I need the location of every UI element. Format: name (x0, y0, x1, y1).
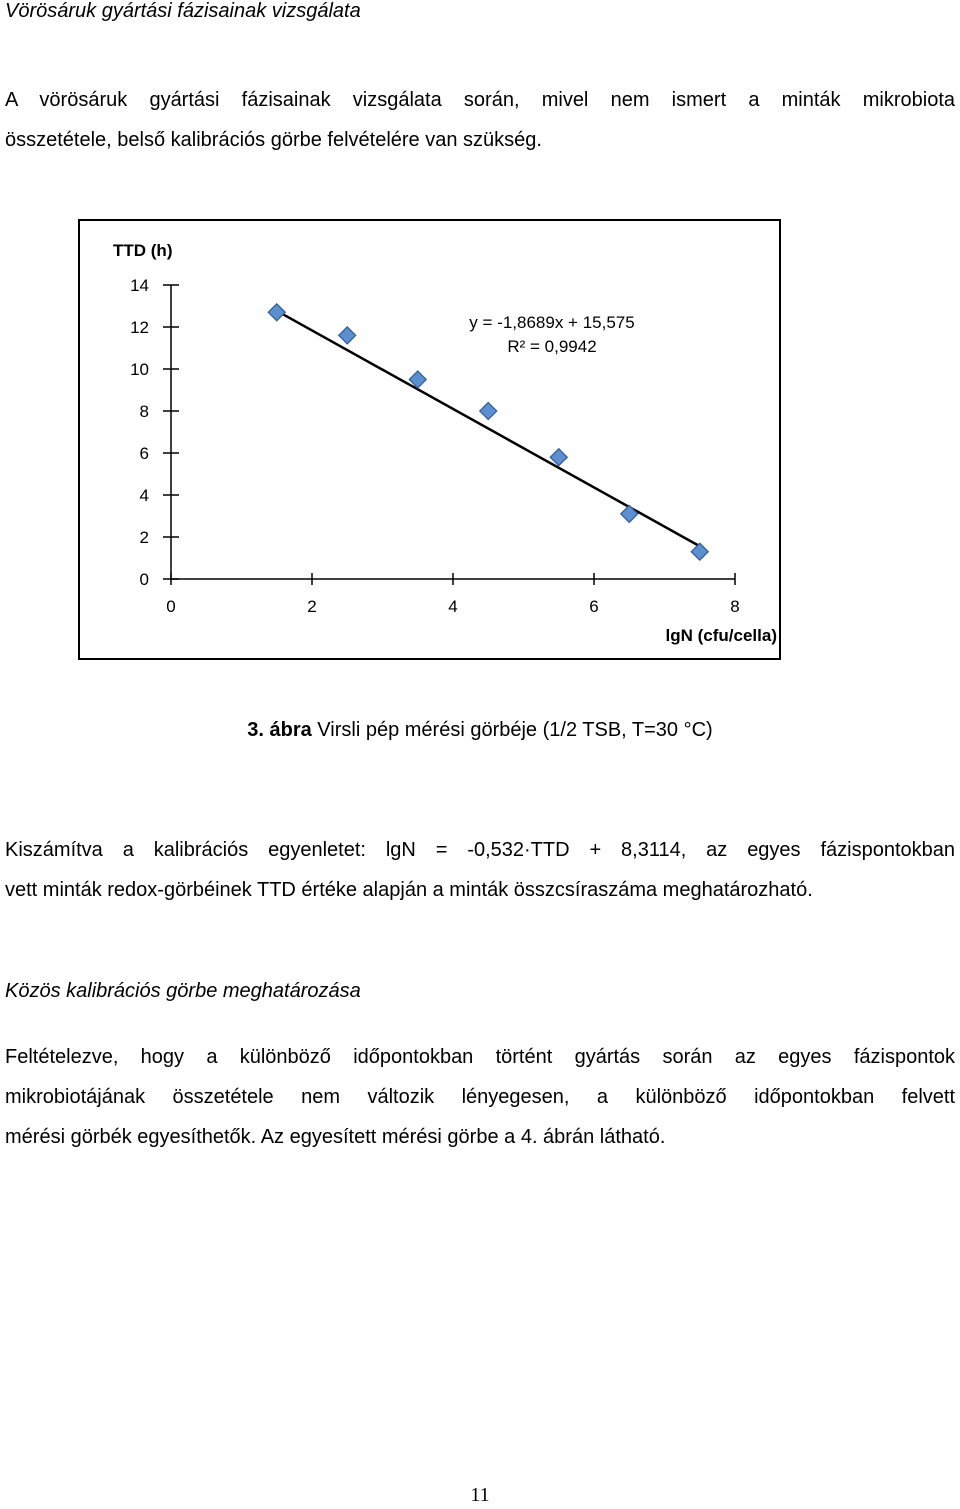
figure-number: 3. ábra (247, 719, 312, 741)
trendline (277, 311, 700, 546)
data-point (621, 505, 638, 522)
section-heading: Vörösáruk gyártási fázisainak vizsgálata (5, 0, 361, 22)
data-point (480, 403, 497, 420)
figure-caption-text: Virsli pép mérési görbéje (1/2 TSB, T=30 °C) (311, 719, 713, 741)
x-tick-label: 8 (730, 597, 740, 616)
y-tick-label: 8 (139, 402, 149, 421)
calibration-line-1: Kiszámítva a kalibrációs egyenletet: lgN = -0,532·TTD + 8,3114, az egyes fázispontokban (5, 839, 955, 861)
trendline-r-squared: R² = 0,9942 (507, 337, 597, 356)
chart-svg (80, 221, 779, 658)
y-tick-label: 2 (139, 528, 149, 547)
page-number: 11 (470, 1484, 490, 1506)
calibration-chart (78, 219, 781, 660)
section-heading-2: Közös kalibrációs görbe meghatározása (5, 980, 361, 1002)
combined-line-2: mikrobiotájának összetétele nem változik lényegesen, a különböző időpontokban felvett (5, 1086, 955, 1108)
intro-line-2: összetétele, belső kalibrációs görbe felvételére van szükség. (5, 129, 542, 151)
calibration-line-2: vett minták redox-görbéinek TTD értéke alapján a minták összcsíraszáma meghatározható. (5, 879, 813, 901)
intro-line-1: A vörösáruk gyártási fázisainak vizsgálata során, mivel nem ismert a minták mikrobiota (5, 89, 955, 111)
y-tick-label: 0 (139, 570, 149, 589)
x-axis-title: lgN (cfu/cella) (665, 626, 777, 645)
x-tick-label: 6 (589, 597, 599, 616)
x-tick-label: 2 (307, 597, 317, 616)
x-tick-label: 4 (448, 597, 458, 616)
trendline-equation: y = -1,8689x + 15,575 (469, 313, 635, 332)
y-axis-title: TTD (h) (113, 241, 173, 260)
y-tick-label: 14 (130, 276, 149, 295)
combined-line-1: Feltételezve, hogy a különböző időpontokban történt gyártás során az egyes fázispontok (5, 1046, 955, 1068)
y-tick-label: 6 (139, 444, 149, 463)
data-point (339, 327, 356, 344)
combined-line-3: mérési görbék egyesíthetők. Az egyesített mérési görbe a 4. ábrán látható. (5, 1126, 666, 1148)
intro-paragraph (5, 80, 955, 160)
y-tick-label: 10 (130, 360, 149, 379)
data-point (691, 543, 708, 560)
y-tick-label: 12 (130, 318, 149, 337)
data-point (268, 304, 285, 321)
y-tick-label: 4 (139, 486, 149, 505)
figure-caption (0, 719, 960, 742)
calibration-paragraph (5, 830, 955, 910)
x-tick-label: 0 (166, 597, 176, 616)
combined-paragraph (5, 1037, 955, 1157)
